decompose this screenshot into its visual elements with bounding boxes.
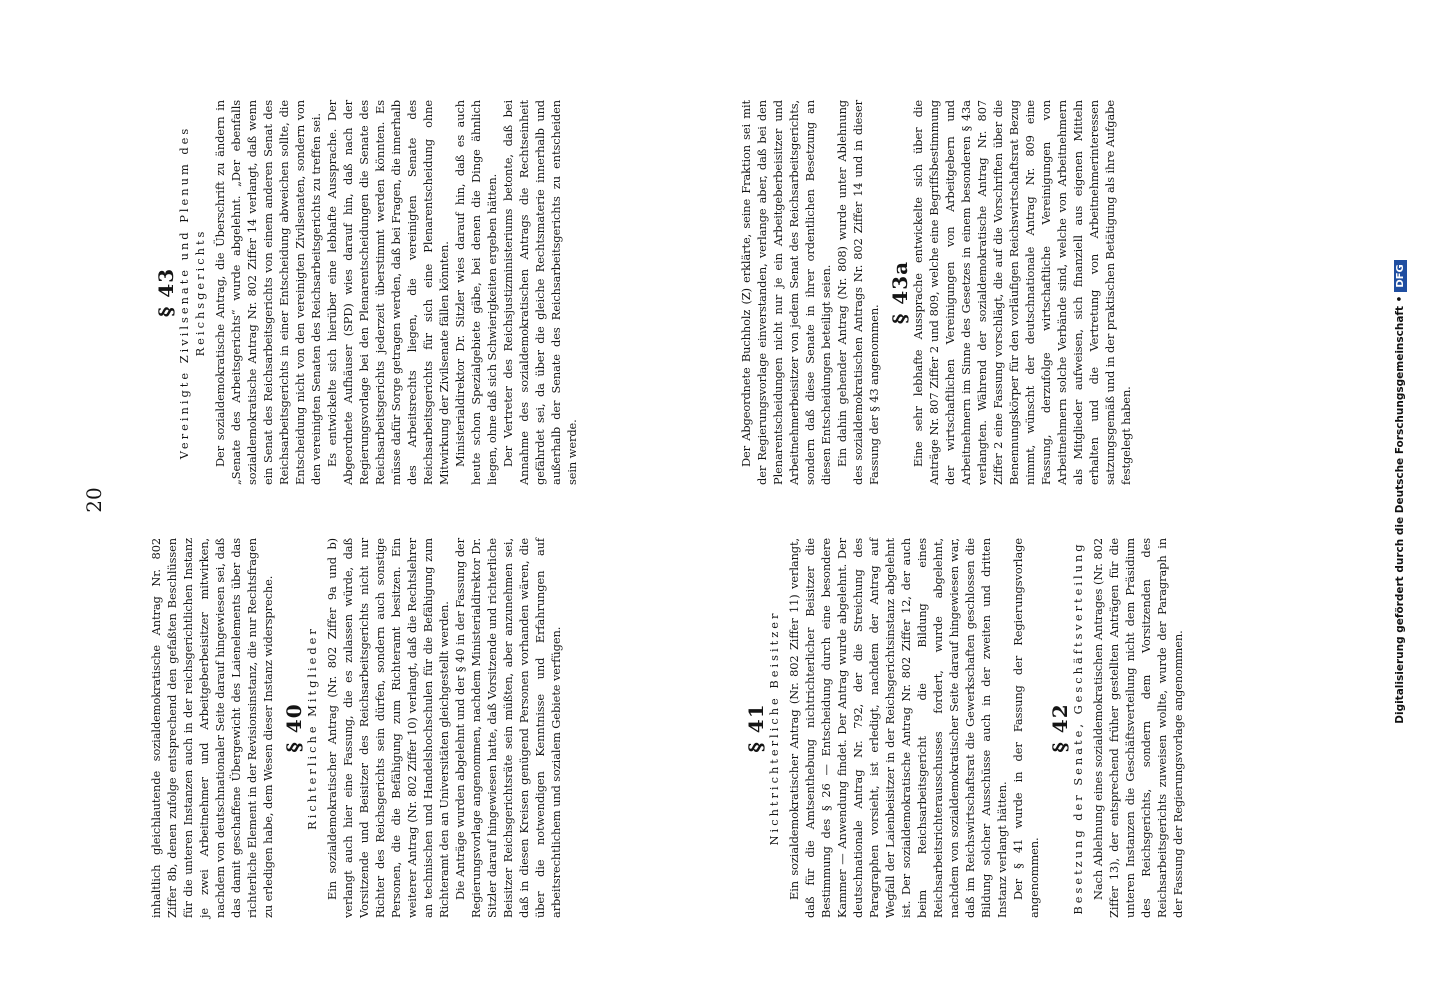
section-heading-43: § 43 <box>154 267 178 318</box>
paragraph: Der Vertreter des Reichsjustizministeriums betonte, daß bei Annahme des sozialdemokratischen Antrags die Rechtseinheit gefährdet sei, da über die gleiche Rechtsmaterie innerhalb und außerhalb der Senate des Reichsarbeitsgerichts zu entscheiden sein werde. <box>501 100 579 485</box>
column-2 <box>738 538 1186 918</box>
section-heading-42: § 42 <box>1048 703 1072 753</box>
paragraph: Nach Ablehnung eines sozialdemokratischen Antrages (Nr. 802 Ziffer 13), der entsprechend früher gestellten Anträgen für die unteren Instanzen die Geschäftsverteilung nicht dem Präsidium des Reichsgerichts, sondern dem Vorsitzenden des Reichsarbeitsgerichts zuweisen wollte, wurde der Paragraph in der Fassung der Regierungsvorlage angenommen. <box>1091 538 1185 918</box>
funding-text: Digitalisierung gefördert durch die Deutsche Forschungsgemeinschaft • <box>1394 295 1406 724</box>
section-title-43: Vereinigte Zivilsenate und Plenum des Reichsgerichts <box>177 125 207 460</box>
paragraph: Eine sehr lebhafte Aussprache entwickelte sich über die Anträge Nr. 807 Ziffer 2 und 809, welche eine Begriffsbestimmung der wirtschaftlichen Vereinigungen von Arbeitgebern und Arbeitnehmern im Sinne des Gesetzes in einem besonderen § 43a verlangten. Während der sozialdemokratische Antrag Nr. 807 Ziffer 2 eine Fassung vorschlägt, die auf die Vorschriften über die Benennungskörper für den vorläufigen Reichswirtschaftsrat Bezug nimmt, wünscht der deutschnationale Antrag Nr. 809 eine Fassung, derzufolge wirtschaftliche Vereinigungen von Arbeitnehmern solche Verbände sind, welche von Arbeitnehmern als Mitglieder aufweisen, sich finanziell aus eigenen Mitteln erhalten und die Vertretung von Arbeitnehmerinteressen satzungsgemäß und in der praktischen Betätigung als ihre Aufgabe festgelegt haben. <box>911 100 1133 485</box>
column-3 <box>148 100 580 485</box>
section-title-40: Richterliche Mitglieder <box>305 626 319 830</box>
section-heading-43a: § 43a <box>888 260 912 325</box>
paragraph: Ein sozialdemokratischer Antrag (Nr. 802 Ziffer 9a und b) verlangt auch hier eine Fassung, die es zulassen würde, daß Vorsitzende und Beisitzer des Reichsarbeitsgerichts nicht nur Richter des Reichsgerichts sein dürfen, sondern auch sonstige Personen, die die Befähigung zum Richteramt besitzen. Ein weiterer Antrag (Nr. 802 Ziffer 10) verlangt, daß die Rechtslehrer an technischen und Handelshochschulen für die Befähigung zum Richteramt den an Universitäten gleichgestellt werden. <box>325 538 451 918</box>
paragraph: Der § 41 wurde in der Fassung der Regierungsvorlage angenommen. <box>1011 538 1041 918</box>
funding-notice <box>1394 22 1407 962</box>
paragraph: Der Abgeordnete Buchholz (Z) erklärte, seine Fraktion sei mit der Regierungsvorlage einverstanden, verlange aber, daß bei den Plenarentscheidungen nicht nur je ein Arbeitgeberbeisitzer und Arbeitnehmerbeisitzer von jedem Senat des Reichsarbeitsgerichts, sondern daß diese Senate in ihrer ordentlichen Besetzung an diesen Entscheidungen beteiligt seien. <box>739 100 833 485</box>
paragraph: inhaltlich gleichlautende sozialdemokratische Antrag Nr. 802 Ziffer 8b, denen zufolge entsprechend den gefaßten Beschlüssen für die unteren Instanzen auch in der reichsgerichtlichen Instanz je zwei Arbeitnehmer und Arbeitgeberbeisitzer mitwirken, nachdem von deutschnationaler Seite darauf hingewiesen sei, daß das damit geschaffene Übergewicht des Laienelements über das richterliche Element in der Revisionsinstanz, die nur Rechtsfragen zu erledigen habe, dem Wesen dieser Instanz widerspreche. <box>149 538 275 918</box>
section-heading-40: § 40 <box>282 703 306 753</box>
section-heading-41: § 41 <box>744 703 768 753</box>
paragraph: Der sozialdemokratische Antrag, die Überschrift zu ändern in „Senate des Arbeitsgerichts“ wurde abgelehnt. „Der ebenfalls sozialdemokratische Antrag Nr. 802 Ziffer 14 verlangt, daß wenn ein Senat des Reichsarbeitsgerichts von einem anderen Senat des Reichsarbeitsgerichts in einer Entscheidung abweichen sollte, die Entscheidung nicht von den vereinigten Zivilsenaten, sondern von den vereinigten Senaten des Reichsarbeitsgerichts zu treffen sei. <box>213 100 323 485</box>
section-title-41: Nichtrichterliche Beisitzer <box>767 610 781 846</box>
page-number: 20 <box>82 487 106 513</box>
section-title-42: Besetzung der Senate, Geschäftsverteilung <box>1071 541 1085 915</box>
column-4 <box>738 100 1134 485</box>
column-1 <box>148 538 564 918</box>
paragraph: Die Anträge wurden abgelehnt und der § 40 in der Fassung der Regierungsvorlage angenommen, nachdem Ministerialdirektor Dr. Sitzler darauf hingewiesen hatte, daß Vorsitzende und richterliche Beisitzer Reichsgerichtsräte sein müßten, aber anzunehmen sei, daß in diesen Kreisen genügend Personen vorhanden wären, die über die notwendigen Kenntnisse und Erfahrungen auf arbeitsrechtlichem und sozialem Gebiete verfügen. <box>453 538 563 918</box>
paragraph: Ministerialdirektor Dr. Sitzler wies darauf hin, daß es auch heute schon Spezialgebiete gäbe, bei denen die Dinge ähnlich liegen, ohne daß sich Schwierigkeiten ergeben hätten. <box>453 100 499 485</box>
paragraph: Es entwickelte sich hierüber eine lebhafte Aussprache. Der Abgeordnete Aufhäuser (SPD) wies darauf hin, daß nach der Regierungsvorlage bei den Plenarentscheidungen die Senate des Reichsarbeitsgerichts jederzeit überstimmt werden könnten. Es müsse dafür Sorge getragen werden, daß bei Fragen, die innerhalb des Arbeitsrechts liegen, die vereinigten Senate des Reichsarbeitsgerichts für sich eine Plenarentscheidung ohne Mitwirkung der Zivilsenate fällen könnten. <box>325 100 451 485</box>
dfg-logo: DFG <box>1394 260 1407 291</box>
paragraph: Ein sozialdemokratischer Antrag (Nr. 802 Ziffer 11) verlangt, daß für die Amtsenthebung nichtrichterlicher Beisitzer die Bestimmung des § 26 — Entscheidung durch eine besondere Kammer — Anwendung findet. Der Antrag wurde abgelehnt. Der deutschnationale Antrag Nr. 792, der die Streichung des Paragraphen vorsieht, ist erledigt, nachdem der Antrag auf Wegfall der Laienbeisitzer in der Reichsgerichtsinstanz abgelehnt ist. Der sozialdemokratische Antrag Nr. 802 Ziffer 12, der auch beim Reichsarbeitsgericht die Bildung eines Reichsarbeitsrichterausschusses fordert, wurde abgelehnt, nachdem von sozialdemokratischer Seite darauf hingewiesen war, daß im Reichswirtschaftsrat die Gewerkschaften geschlossen die Bildung solcher Ausschüsse auch in der zweiten und dritten Instanz verlangt hätten. <box>787 538 1009 918</box>
paragraph: Ein dahin gehender Antrag (Nr. 808) wurde unter Ablehnung des sozialdemokratischen Antrags Nr. 802 Ziffer 14 und in dieser Fassung der § 43 angenommen. <box>835 100 881 485</box>
